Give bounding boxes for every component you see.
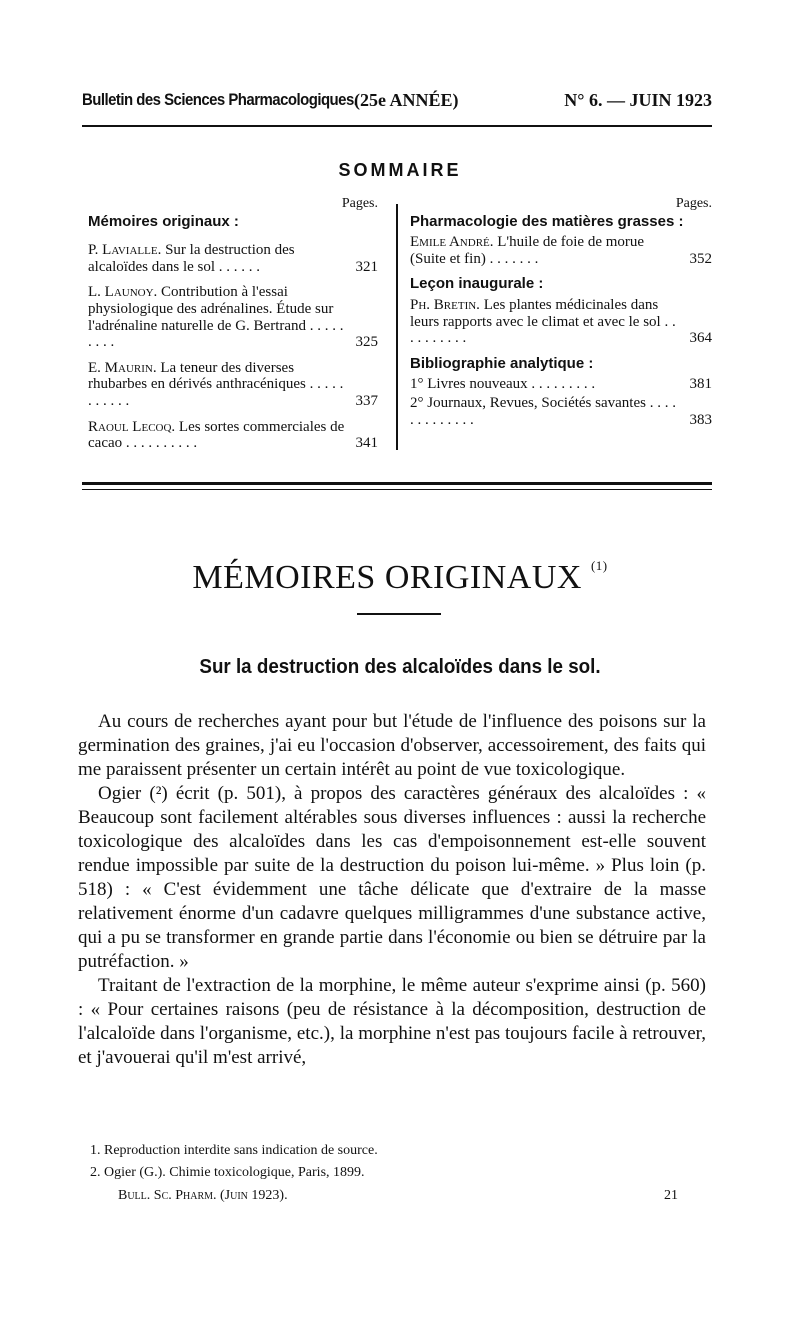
toc-author: E. Maurin. <box>88 359 157 376</box>
memoires-heading <box>0 558 800 597</box>
journal-name: Bulletin des Sciences Pharmacologiques. <box>82 90 358 109</box>
toc-page: 321 <box>355 258 378 275</box>
toc-entry[interactable]: Ph. Bretin. Les plantes médicinales dans leurs rapports avec le climat et avec le sol . . . . . . . . . . 364 <box>410 296 712 347</box>
toc-author: L. Launoy. <box>88 284 158 301</box>
toc-text: L'huile de foie de morue (Suite et fin) <box>410 234 645 267</box>
toc-page: 337 <box>355 392 378 409</box>
page-footer <box>118 1188 678 1204</box>
paragraph: Traitant de l'extraction de la morphine, le même auteur s'exprime ainsi (p. 560) : « Pour certaines raisons (peu de résistance à la décomposition, destruction de l'alcaloïde dans l'organisme, etc.), la morphine n'est pas toujours facile à retrouver, et j'avouerai qu'il m'est arrivé, <box>78 975 706 1068</box>
toc-author: Emile André. <box>410 234 494 251</box>
toc-author: P. Lavialle. <box>88 242 162 259</box>
heading-footnote-marker: (1) <box>590 558 608 573</box>
article-title: Sur la destruction des alcaloïdes dans le sol. <box>199 656 601 678</box>
section-rule-thick <box>82 482 712 485</box>
footer-citation: Bull. Sc. Pharm. (Juin 1923). <box>118 1188 288 1203</box>
toc-author: Raoul Lecoq. <box>88 418 176 435</box>
toc-entry[interactable]: Emile André. L'huile de foie de morue (Suite et fin) . . . . . . . 352 <box>410 234 712 267</box>
footnote: 2. Ogier (G.). Chimie toxicologique, Paris, 1899. <box>90 1165 365 1180</box>
toc-entry[interactable]: L. Launoy. Contribution à l'essai physiologique des adrénalines. Étude sur l'adrénaline naturelle de G. Bertrand . . . . . . . . . 325 <box>88 284 378 351</box>
running-header <box>82 90 712 114</box>
toc-text: Les plantes médicinales dans leurs rapports avec le climat et avec le sol <box>410 296 661 330</box>
section-pharmacologie: Pharmacologie des matières grasses : <box>410 212 684 230</box>
toc-text: Les sortes commerciales de cacao <box>88 418 345 452</box>
pages-label-left: Pages. <box>341 196 378 211</box>
toc-page: 383 <box>689 411 712 428</box>
toc-entry[interactable]: P. Lavialle. Sur la destruction des alcaloïdes dans le sol . . . . . . 321 <box>88 242 378 275</box>
toc-entry[interactable]: E. Maurin. La teneur des diverses rhubarbes en dérivés anthracéniques . . . . . . . . . . . 337 <box>88 359 378 409</box>
toc-text: Sur la destruction des alcaloïdes dans le sol <box>88 242 295 275</box>
header-rule <box>82 125 712 127</box>
issue-date: N° 6. — JUIN 1923 <box>564 90 712 110</box>
toc-entry[interactable]: 1° Livres nouveaux . . . . . . . . . 381 <box>410 376 712 393</box>
toc-entry[interactable]: Raoul Lecoq. Les sortes commerciales de cacao . . . . . . . . . . 341 <box>88 418 378 452</box>
toc-author: Ph. Bretin. <box>410 296 480 313</box>
toc-page: 364 <box>689 330 712 347</box>
paragraph: Ogier (²) écrit (p. 501), à propos des caractères généraux des alcaloïdes : « Beaucoup sont facilement altérables sous diverses influences : aussi la recherche toxicologique des alcaloïdes dans les cas d'empoisonnement est-elle souvent rendue impossible par suite de la destruction du poison lui-même. » Plus loin (p. 518) : « C'est évidemment une tâche délicate que d'extraire de la masse relativement énorme d'un cadavre quelques milligrammes d'une substance active, qui a pu se transformer en grande partie dans l'économie ou bien se détruire par la putréfaction. » <box>78 783 706 972</box>
section-rule-thin <box>82 489 712 490</box>
toc-text: Contribution à l'essai physiologique des adrénalines. Étude sur l'adrénaline naturelle de G. Bertrand <box>88 284 334 334</box>
section-bibliographie: Bibliographie analytique : <box>410 354 594 372</box>
toc-entry[interactable]: 2° Journaux, Revues, Sociétés savantes . . . . . . . . . . . . . 383 <box>410 394 712 428</box>
footnotes <box>90 1140 700 1184</box>
sommaire-title: SOMMAIRE <box>338 160 462 180</box>
toc-page: 341 <box>355 435 378 452</box>
column-divider <box>396 204 398 450</box>
sommaire-left-column <box>88 196 378 461</box>
pages-label-right: Pages. <box>675 196 712 211</box>
toc-page: 381 <box>689 376 712 393</box>
article-body <box>78 710 706 1070</box>
title-divider <box>357 613 441 615</box>
sommaire-right-column <box>410 196 712 437</box>
volume-year: (25e ANNÉE) <box>354 90 459 110</box>
toc-text: 1° Livres nouveaux <box>410 376 528 393</box>
heading-text: MÉMOIRES ORIGINAUX <box>192 559 582 596</box>
paragraph: Au cours de recherches ayant pour but l'étude de l'influence des poisons sur la germination des graines, j'ai eu l'occasion d'observer, accessoirement, des faits qui me paraissent présenter un certain intérêt au point de vue toxicologique. <box>78 711 706 780</box>
toc-text: La teneur des diverses rhubarbes en dérivés anthracéniques <box>88 359 306 393</box>
footnote: 1. Reproduction interdite sans indication de source. <box>90 1143 378 1158</box>
toc-page: 325 <box>355 334 378 351</box>
toc-text: 2° Journaux, Revues, Sociétés savantes <box>410 394 646 411</box>
page-number: 21 <box>664 1188 678 1203</box>
section-lecon-inaugurale: Leçon inaugurale : <box>410 275 544 293</box>
toc-page: 352 <box>689 250 712 267</box>
section-memoires-originaux: Mémoires originaux : <box>88 212 239 230</box>
